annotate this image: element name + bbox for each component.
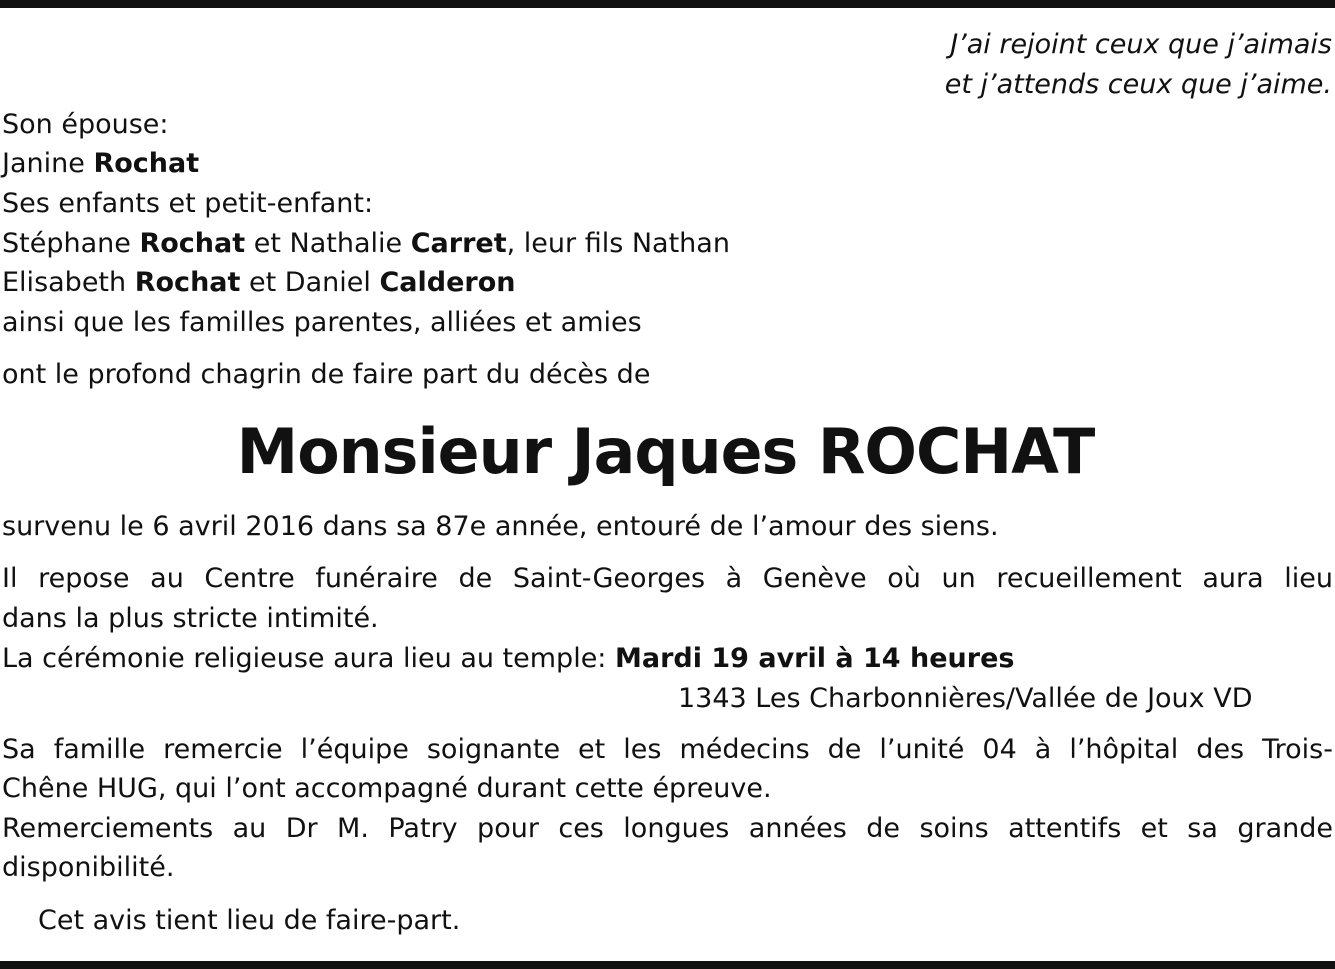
spouse-heading: Son épouse: <box>2 109 169 140</box>
ceremony-line <box>2 640 1014 678</box>
rest-place-line-2: dans la plus stricte intimité. <box>2 603 379 634</box>
thanks-line-1: Sa famille remercie l’équipe soignante et les médecins de l’unité 04 à l’hôpital des Trois- <box>2 734 1333 765</box>
child-1-and: et Nathalie <box>253 228 403 259</box>
child-1-last-name: Rochat <box>139 228 246 259</box>
announcement-text: ont le profond chagrin de faire part du décès de <box>2 359 651 390</box>
child-2-first-name: Elisabeth <box>2 267 127 298</box>
bottom-rule <box>0 961 1335 969</box>
spouse-first-name: Janine <box>2 148 85 179</box>
top-rule <box>0 0 1335 8</box>
child-1-partner-last-name: Carret <box>410 228 507 259</box>
spouse-name <box>2 145 199 183</box>
closing-note: Cet avis tient lieu de faire-part. <box>38 905 461 936</box>
child-1-rest: , leur fils Nathan <box>506 228 730 259</box>
child-2-partner-last-name: Calderon <box>379 267 516 298</box>
death-details: survenu le 6 avril 2016 dans sa 87e année, entouré de l’amour des siens. <box>2 511 999 542</box>
thanks-line-4: disponibilité. <box>2 852 175 883</box>
thanks-line-2: Chêne HUG, qui l’ont accompagné durant cette épreuve. <box>2 773 772 804</box>
spouse-last-name: Rochat <box>93 148 200 179</box>
child-2-line <box>2 264 515 302</box>
child-2-last-name: Rochat <box>134 267 241 298</box>
other-families: ainsi que les familles parentes, alliées et amies <box>2 307 642 338</box>
ceremony-place: 1343 Les Charbonnières/Vallée de Joux VD <box>678 683 1253 714</box>
child-1-line <box>2 225 730 263</box>
epigraph-line-1: J’ai rejoint ceux que j’aimais <box>950 29 1332 60</box>
child-1-first-name: Stéphane <box>2 228 131 259</box>
child-2-and: et Daniel <box>249 267 371 298</box>
rest-place-line-1: Il repose au Centre funéraire de Saint-Georges à Genève où un recueillement aura lieu <box>2 563 1333 594</box>
thanks-line-3: Remerciements au Dr M. Patry pour ces longues années de soins attentifs et sa grande <box>2 813 1333 844</box>
ceremony-time: Mardi 19 avril à 14 heures <box>615 643 1015 674</box>
children-heading: Ses enfants et petit-enfant: <box>2 188 374 219</box>
deceased-name: Monsieur Jaques ROCHAT <box>236 415 1095 488</box>
epigraph-line-2: et j’attends ceux que j’aime. <box>944 69 1332 100</box>
ceremony-label: La cérémonie religieuse aura lieu au temple: <box>2 643 607 674</box>
